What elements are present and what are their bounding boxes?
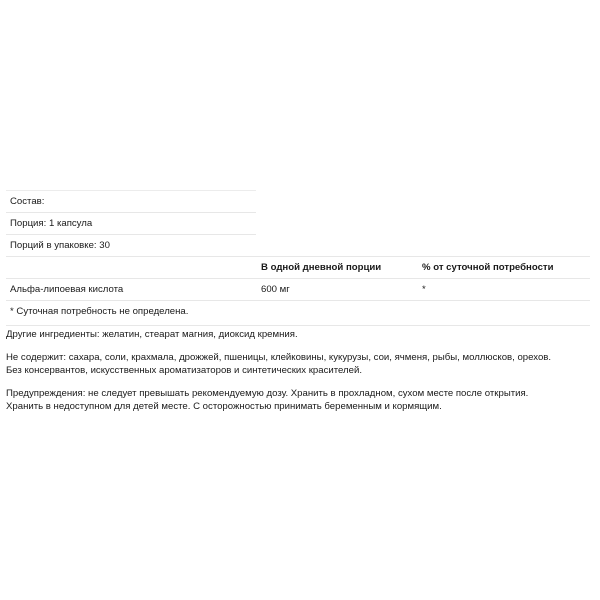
serving-size: Порция: 1 капсула	[10, 218, 93, 229]
daily-value-header: % от суточной потребности	[422, 262, 554, 273]
composition-label: Состав:	[10, 196, 45, 207]
free-from-line-2: Без консервантов, искусственных ароматизаторов и синтетических красителей.	[6, 365, 363, 376]
servings-per-container-row	[6, 234, 256, 256]
ingredient-daily-value: *	[422, 284, 426, 295]
other-ingredients-text	[6, 328, 594, 342]
ingredient-name: Альфа-липоевая кислота	[10, 284, 124, 295]
supplement-facts-table	[6, 190, 590, 326]
product-description	[6, 328, 594, 423]
table-row	[6, 278, 590, 300]
free-from-text	[6, 351, 594, 378]
free-from-line-1: Не содержит: сахара, соли, крахмала, дрожжей, пшеницы, клейковины, кукурузы, сои, ячменя, рыбы, моллюсков, орехов.	[6, 351, 552, 363]
ingredient-amount: 600 мг	[261, 284, 290, 295]
servings-per-container: Порций в упаковке: 30	[10, 240, 110, 251]
serving-size-row	[6, 212, 256, 234]
warnings-line-1: Предупреждения: не следует превышать рекомендуемую дозу. Хранить в прохладном, сухом месте после открытия.	[6, 387, 529, 399]
footnote-row	[6, 300, 590, 326]
amount-per-serving-header: В одной дневной порции	[261, 262, 382, 273]
warnings-text	[6, 387, 594, 414]
table-header-row	[6, 256, 590, 278]
warnings-line-2: Хранить в недоступном для детей месте. С осторожностью принимать беременным и кормящим.	[6, 401, 442, 412]
composition-row	[6, 190, 256, 212]
other-ingredients-line: Другие ингредиенты: желатин, стеарат магния, диоксид кремния.	[6, 329, 298, 340]
footnote: * Суточная потребность не определена.	[10, 306, 189, 317]
